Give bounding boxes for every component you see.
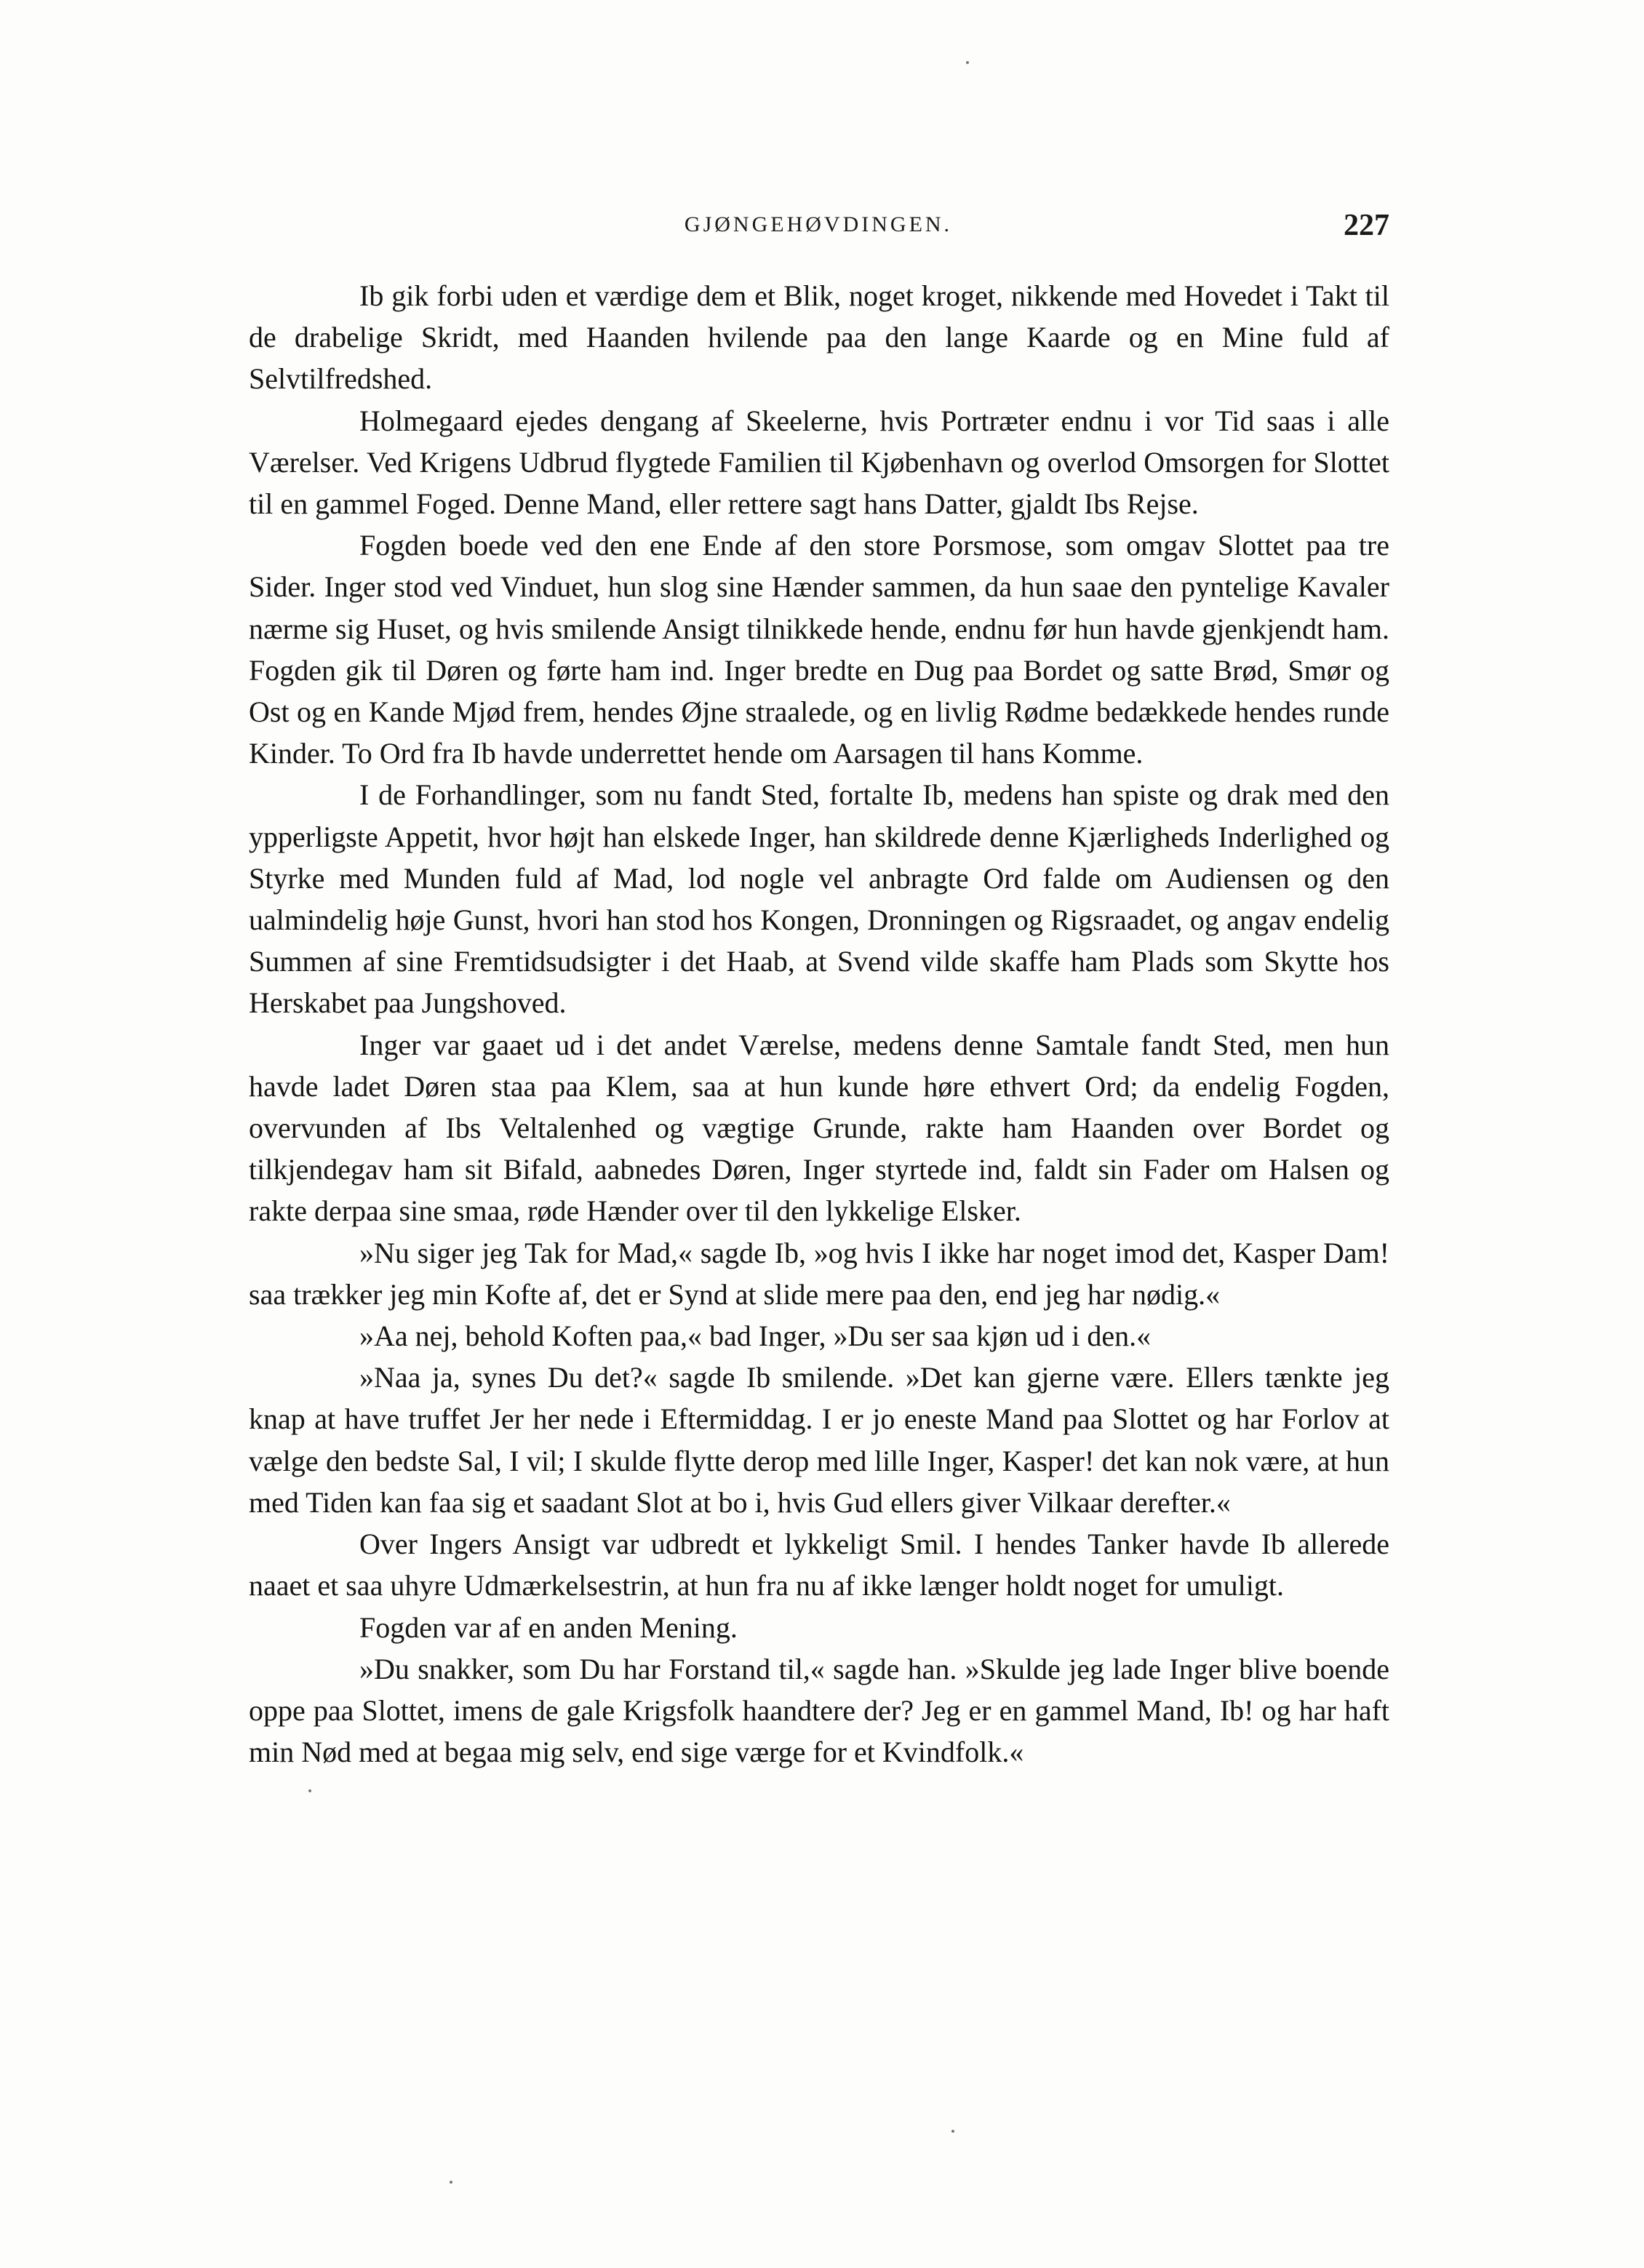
paragraph: I de Forhandlinger, som nu fandt Sted, fortalte Ib, medens han spiste og drak med den ypperligste Appetit, hvor højt han elskede Inger, han skildrede denne Kjærligheds Inderlighed og Styrke med Munden fuld af Mad, lod nogle vel anbragte Ord falde om Audiensen og den ualmindelig høje Gunst, hvori han stod hos Kongen, Dronningen og Rigsraadet, og angav endelig Summen af sine Fremtidsudsigter i det Haab, at Svend vilde skaffe ham Plads som Skytte hos Herskabet paa Jungshoved. xyxy=(249,778,1389,1020)
paragraph: Holmegaard ejedes dengang af Skeelerne, hvis Portræter endnu i vor Tid saas i alle Værelser. Ved Krigens Udbrud flygtede Familien til Kjøbenhavn og overlod Omsorgen for Slottet til en gammel Foged. Denne Mand, eller rettere sagt hans Datter, gjaldt Ibs Rejse. xyxy=(249,404,1389,521)
paper-speck xyxy=(951,2130,954,2133)
paragraph: »Nu siger jeg Tak for Mad,« sagde Ib, »og hvis I ikke har noget imod det, Kasper Dam! saa trækker jeg min Kofte af, det er Synd at slide mere paa den, end jeg har nødig.« xyxy=(249,1236,1389,1311)
paper-speck xyxy=(450,2181,452,2184)
paragraph: Fogden var af en anden Mening. xyxy=(359,1610,738,1644)
body-text xyxy=(249,275,1389,1773)
paragraph: »Aa nej, behold Koften paa,« bad Inger, »Du ser saa kjøn ud i den.« xyxy=(359,1319,1152,1353)
page-header xyxy=(247,208,1389,252)
running-title: GJØNGEHØVDINGEN. xyxy=(684,212,953,236)
paragraph: Inger var gaaet ud i det andet Værelse, medens denne Samtale fandt Sted, men hun havde ladet Døren staa paa Klem, saa at hun kunde høre ethvert Ord; da endelig Fogden, overvunden af Ibs Veltalenhed og vægtige Grunde, rakte ham Haanden over Bordet og tilkjendegav ham sit Bifald, aabnedes Døren, Inger styrtede ind, faldt sin Fader om Halsen og rakte derpaa sine smaa, røde Hænder over til den lykkelige Elsker. xyxy=(249,1028,1389,1228)
paragraph: Over Ingers Ansigt var udbredt et lykkeligt Smil. I hendes Tanker havde Ib allerede naaet et saa uhyre Udmærkelsestrin, at hun fra nu af ikke længer holdt noget for umuligt. xyxy=(249,1528,1389,1602)
paper-speck xyxy=(966,61,969,64)
page-number: 227 xyxy=(1344,209,1389,242)
paragraph: Ib gik forbi uden et værdige dem et Blik, noget kroget, nikkende med Hovedet i Takt til de drabelige Skridt, med Haanden hvilende paa den lange Kaarde og en Mine fuld af Selvtilfredshed. xyxy=(249,279,1389,396)
paper-speck xyxy=(308,1789,311,1792)
paragraph: »Du snakker, som Du har Forstand til,« sagde han. »Skulde jeg lade Inger blive boende oppe paa Slottet, imens de gale Krigsfolk haandtere der? Jeg er en gammel Mand, Ib! og har haft min Nød med at begaa mig selv, end sige værge for et Kvindfolk.« xyxy=(249,1652,1389,1769)
paragraph: »Naa ja, synes Du det?« sagde Ib smilende. »Det kan gjerne være. Ellers tænkte jeg knap at have truffet Jer her nede i Eftermiddag. I er jo eneste Mand paa Slottet og har Forlov at vælge den bedste Sal, I vil; I skulde flytte derop med lille Inger, Kasper! det kan nok være, at hun med Tiden kan faa sig et saadant Slot at bo i, hvis Gud ellers giver Vilkaar derefter.« xyxy=(249,1361,1389,1519)
paragraph: Fogden boede ved den ene Ende af den store Porsmose, som omgav Slottet paa tre Sider. Inger stod ved Vinduet, hun slog sine Hænder sammen, da hun saae den pyntelige Kavaler nærme sig Huset, og hvis smilende Ansigt tilnikkede hende, endnu før hun havde gjenkjendt ham. Fogden gik til Døren og førte ham ind. Inger bredte en Dug paa Bordet og satte Brød, Smør og Ost og en Kande Mjød frem, hendes Øjne straalede, og en livlig Rødme bedækkede hendes runde Kinder. To Ord fra Ib havde underrettet hende om Aarsagen til hans Komme. xyxy=(249,529,1389,770)
